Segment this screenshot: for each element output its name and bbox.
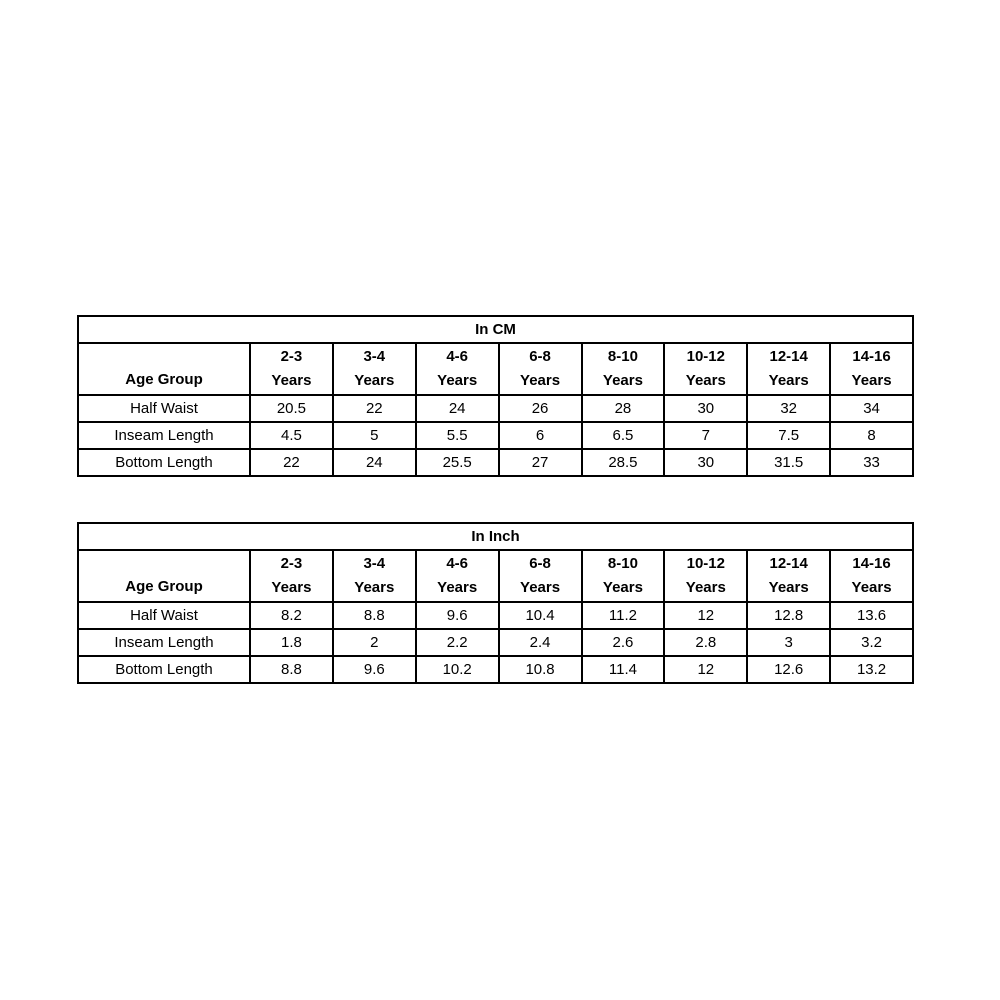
table-cell: 2.2 xyxy=(416,629,499,656)
table-cell: 10.8 xyxy=(499,656,582,683)
table-cell: 12 xyxy=(664,656,747,683)
age-unit: Years xyxy=(768,372,809,389)
table-row xyxy=(78,629,913,656)
column-header xyxy=(747,343,830,395)
age-group-header: Age Group xyxy=(78,343,250,395)
table-cell: 3.2 xyxy=(830,629,913,656)
age-unit: Years xyxy=(271,372,312,389)
column-header xyxy=(747,550,830,602)
age-range: 14-16 xyxy=(852,555,891,572)
table-cell: 11.2 xyxy=(582,602,665,629)
table-cell: 22 xyxy=(250,449,333,476)
table-cell: 4.5 xyxy=(250,422,333,449)
table-cell: 9.6 xyxy=(416,602,499,629)
size-table-inch xyxy=(77,522,914,684)
table-row xyxy=(78,395,913,422)
age-unit: Years xyxy=(271,579,312,596)
age-unit: Years xyxy=(851,579,892,596)
table-header-row xyxy=(78,343,913,395)
age-range: 4-6 xyxy=(446,348,469,365)
column-header xyxy=(416,550,499,602)
age-range: 8-10 xyxy=(607,555,638,572)
table-cell: 34 xyxy=(830,395,913,422)
table-title-row xyxy=(78,316,913,343)
age-range: 8-10 xyxy=(607,348,638,365)
column-header xyxy=(416,343,499,395)
age-group-header: Age Group xyxy=(78,550,250,602)
table-cell: 26 xyxy=(499,395,582,422)
age-unit: Years xyxy=(768,579,809,596)
table-cell: 1.8 xyxy=(250,629,333,656)
age-unit: Years xyxy=(354,579,395,596)
column-header xyxy=(333,343,416,395)
table-cell: 24 xyxy=(333,449,416,476)
table-cell: 28 xyxy=(582,395,665,422)
table-cell: 12.6 xyxy=(747,656,830,683)
table-cell: 5.5 xyxy=(416,422,499,449)
table-cell: 30 xyxy=(664,395,747,422)
table-cell: 27 xyxy=(499,449,582,476)
table-cell: 2.4 xyxy=(499,629,582,656)
age-range: 6-8 xyxy=(529,555,551,572)
table-cell: 25.5 xyxy=(416,449,499,476)
table-cell: 11.4 xyxy=(582,656,665,683)
column-header xyxy=(250,550,333,602)
row-label: Bottom Length xyxy=(78,449,250,476)
column-header xyxy=(830,550,913,602)
column-header xyxy=(333,550,416,602)
table-cell: 7.5 xyxy=(747,422,830,449)
table-title-row xyxy=(78,523,913,550)
age-unit: Years xyxy=(685,579,726,596)
table-cell: 3 xyxy=(747,629,830,656)
table-cell: 12.8 xyxy=(747,602,830,629)
age-range: 3-4 xyxy=(363,555,386,572)
table-cell: 10.4 xyxy=(499,602,582,629)
table-cell: 7 xyxy=(664,422,747,449)
table-row xyxy=(78,602,913,629)
table-cell: 9.6 xyxy=(333,656,416,683)
age-range: 3-4 xyxy=(363,348,386,365)
table-cell: 6.5 xyxy=(582,422,665,449)
table-row xyxy=(78,422,913,449)
table-cell: 6 xyxy=(499,422,582,449)
table-cell: 8 xyxy=(830,422,913,449)
table-cell: 13.2 xyxy=(830,656,913,683)
column-header xyxy=(250,343,333,395)
table-cell: 22 xyxy=(333,395,416,422)
table-cell: 8.2 xyxy=(250,602,333,629)
table-cell: 2.8 xyxy=(664,629,747,656)
age-unit: Years xyxy=(602,579,643,596)
table-cell: 2.6 xyxy=(582,629,665,656)
age-range: 4-6 xyxy=(446,555,469,572)
age-unit: Years xyxy=(437,372,478,389)
age-unit: Years xyxy=(520,372,561,389)
age-range: 12-14 xyxy=(769,555,808,572)
table-title: In Inch xyxy=(78,523,913,550)
table-cell: 8.8 xyxy=(333,602,416,629)
column-header xyxy=(582,343,665,395)
table-cell: 8.8 xyxy=(250,656,333,683)
age-unit: Years xyxy=(354,372,395,389)
age-unit: Years xyxy=(437,579,478,596)
table-cell: 10.2 xyxy=(416,656,499,683)
row-label: Half Waist xyxy=(78,395,250,422)
table-row xyxy=(78,656,913,683)
table-row xyxy=(78,449,913,476)
column-header xyxy=(664,343,747,395)
age-unit: Years xyxy=(602,372,643,389)
row-label: Half Waist xyxy=(78,602,250,629)
column-header xyxy=(499,550,582,602)
column-header xyxy=(664,550,747,602)
table-cell: 5 xyxy=(333,422,416,449)
table-cell: 30 xyxy=(664,449,747,476)
column-header xyxy=(499,343,582,395)
age-unit: Years xyxy=(685,372,726,389)
table-cell: 2 xyxy=(333,629,416,656)
table-cell: 31.5 xyxy=(747,449,830,476)
row-label: Inseam Length xyxy=(78,422,250,449)
column-header xyxy=(830,343,913,395)
table-cell: 13.6 xyxy=(830,602,913,629)
age-range: 10-12 xyxy=(686,348,725,365)
age-range: 12-14 xyxy=(769,348,808,365)
age-range: 10-12 xyxy=(686,555,725,572)
column-header xyxy=(582,550,665,602)
table-title: In CM xyxy=(78,316,913,343)
age-unit: Years xyxy=(520,579,561,596)
row-label: Bottom Length xyxy=(78,656,250,683)
age-unit: Years xyxy=(851,372,892,389)
table-cell: 28.5 xyxy=(582,449,665,476)
table-cell: 33 xyxy=(830,449,913,476)
table-cell: 24 xyxy=(416,395,499,422)
table-cell: 20.5 xyxy=(250,395,333,422)
size-table-cm xyxy=(77,315,914,477)
table-header-row xyxy=(78,550,913,602)
row-label: Inseam Length xyxy=(78,629,250,656)
age-range: 6-8 xyxy=(529,348,551,365)
age-range: 2-3 xyxy=(280,555,303,572)
age-range: 14-16 xyxy=(852,348,891,365)
table-cell: 12 xyxy=(664,602,747,629)
age-range: 2-3 xyxy=(280,348,303,365)
table-cell: 32 xyxy=(747,395,830,422)
